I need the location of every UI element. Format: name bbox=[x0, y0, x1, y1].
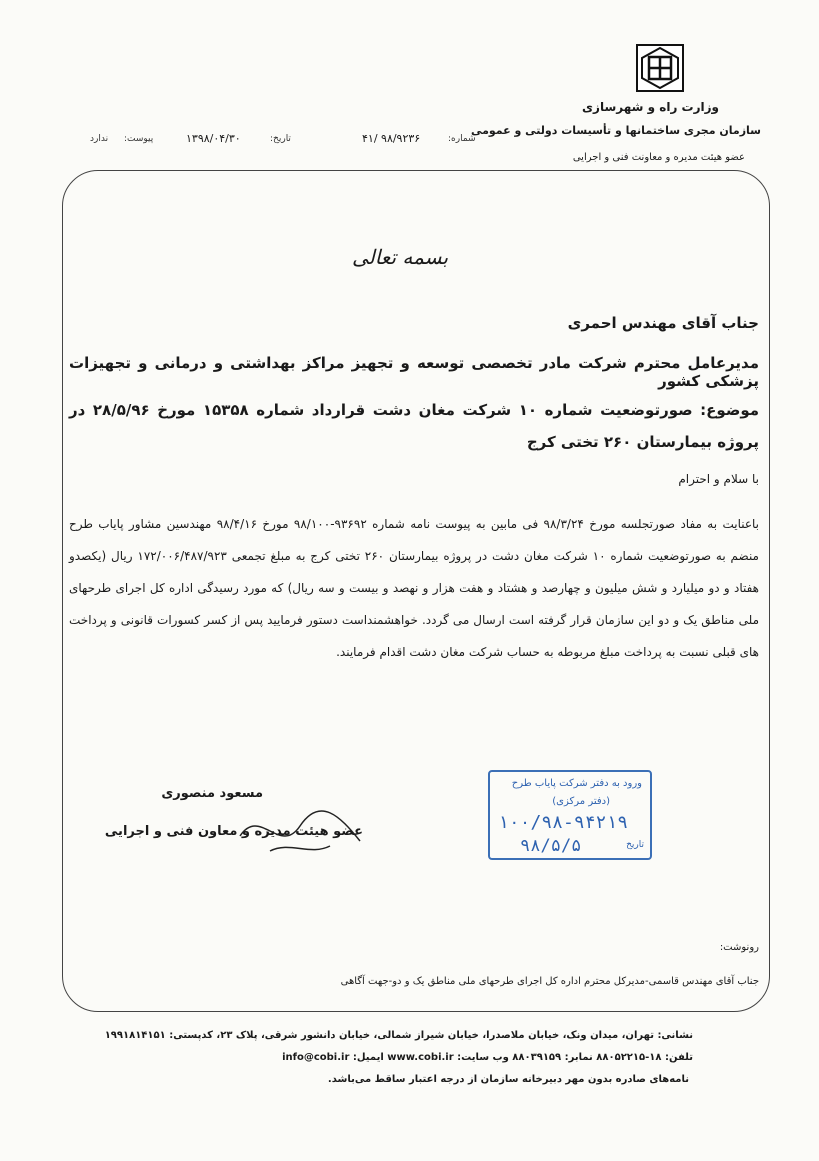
attachment-label: پیوست: bbox=[124, 134, 154, 144]
ministry-name: وزارت راه و شهرسازی bbox=[582, 100, 719, 114]
letter-number: ۹۸/۹۲۳۶ /۴۱ bbox=[362, 132, 421, 145]
organization-name: سازمان مجری ساختمانها و تأسیسات دولتی و عمومی bbox=[470, 124, 761, 137]
cc-recipient: جناب آقای مهندس قاسمی-مدیرکل محترم اداره کل اجرای طرحهای ملی مناطق یک و دو-جهت آگاهی bbox=[340, 976, 759, 987]
signatory-name: مسعود منصوری bbox=[161, 786, 263, 801]
addressee: جناب آقای مهندس احمری bbox=[567, 314, 759, 332]
svg-text:بسمه تعالی: بسمه تعالی bbox=[351, 245, 449, 269]
date-label: تاریخ: bbox=[270, 134, 291, 144]
footer-address: نشانی: تهران، میدان ونک، خیابان ملاصدرا، خیابان شیراز شمالی، خیابان دانشور شرقی، پلاک ۲۳، کدپستی: ۱۹۹۱۸۱۴۱۵۱ bbox=[104, 1030, 693, 1041]
cc-label: رونوشت: bbox=[719, 942, 759, 953]
footer-notice: نامه‌های صادره بدون مهر دبیرخانه سازمان از درجه اعتبار ساقط می‌باشد. bbox=[327, 1074, 689, 1085]
recipient-title: مدیرعامل محترم شرکت مادر تخصصی توسعه و تجهیز مراکز بهداشتی و درمانی و تجهیزات پزشکی کشور bbox=[69, 354, 759, 390]
letter-date: ۱۳۹۸/۰۴/۳۰ bbox=[186, 132, 241, 145]
stamp-date-label: تاریخ bbox=[626, 840, 644, 850]
subject-line: موضوع: صورتوضعیت شماره ۱۰ شرکت مغان دشت قرارداد شماره ۱۵۳۵۸ مورخ ۲۸/۵/۹۶ در پروژه بیمارستان ۲۶۰ تختی کرج bbox=[69, 401, 760, 451]
number-label: شماره: bbox=[448, 134, 476, 144]
greeting: با سلام و احترام bbox=[678, 472, 759, 486]
attachment-value: ندارد bbox=[90, 134, 109, 144]
bismillah-calligraphy bbox=[340, 236, 460, 276]
signatory-role: عضو هیئت مدیره و معاون فنی و اجرایی bbox=[104, 824, 363, 839]
letter-body: باعنایت به مفاد صورتجلسه مورخ ۹۸/۳/۲۴ فی مابین به پیوست نامه شماره ۹۳۶۹۲-۹۸/۱۰۰ مورخ ۹۸/۴/۱۶ مهندسین مشاور پایاب طرح منضم به صورتوضعیت شماره ۱۰ شرکت مغان دشت در پروژه بیمارستان ۲۶۰ تختی کرج به مبلغ تجمعی ۱۷۲/۰۰۶/۴۸۷/۹۲۳ ریال (یکصدو هفتاد و دو میلیارد و شش میلیون و چهارصد و هشتاد و هفت هزار و نهصد و بیست و سه ریال) که مورد رسیدگی اداره کل اجرای طرحهای ملی مناطق یک و دو این سازمان قرار گرفته است ارسال می گردد. خواهشمنداست دستور فرمایید پس از کسر کسورات قانونی و پرداخت های قبلی نسبت به پرداخت مبلغ مربوطه به حساب شرکت مغان دشت اقدام فرمایند. bbox=[69, 517, 759, 659]
office-name: عضو هیئت مدیره و معاونت فنی و اجرایی bbox=[572, 152, 745, 163]
stamp-number: ۱۰۰/۹۸-۹۴۲۱۹ bbox=[498, 812, 629, 833]
stamp-subtitle: (دفتر مرکزی) bbox=[552, 796, 610, 807]
received-stamp bbox=[488, 770, 652, 860]
stamp-title: ورود به دفتر شرکت پایاب طرح bbox=[511, 778, 642, 789]
stamp-date: ۹۸/۵/۵ bbox=[520, 836, 582, 856]
footer-contact: تلفن: ۱۸-۸۸۰۵۲۲۱۵ نمابر: ۸۸۰۳۹۱۵۹ وب سایت: www.cobi.ir ایمیل: info@cobi.ir bbox=[282, 1052, 693, 1063]
ministry-logo-icon bbox=[636, 44, 684, 92]
handwritten-signature bbox=[230, 796, 370, 866]
